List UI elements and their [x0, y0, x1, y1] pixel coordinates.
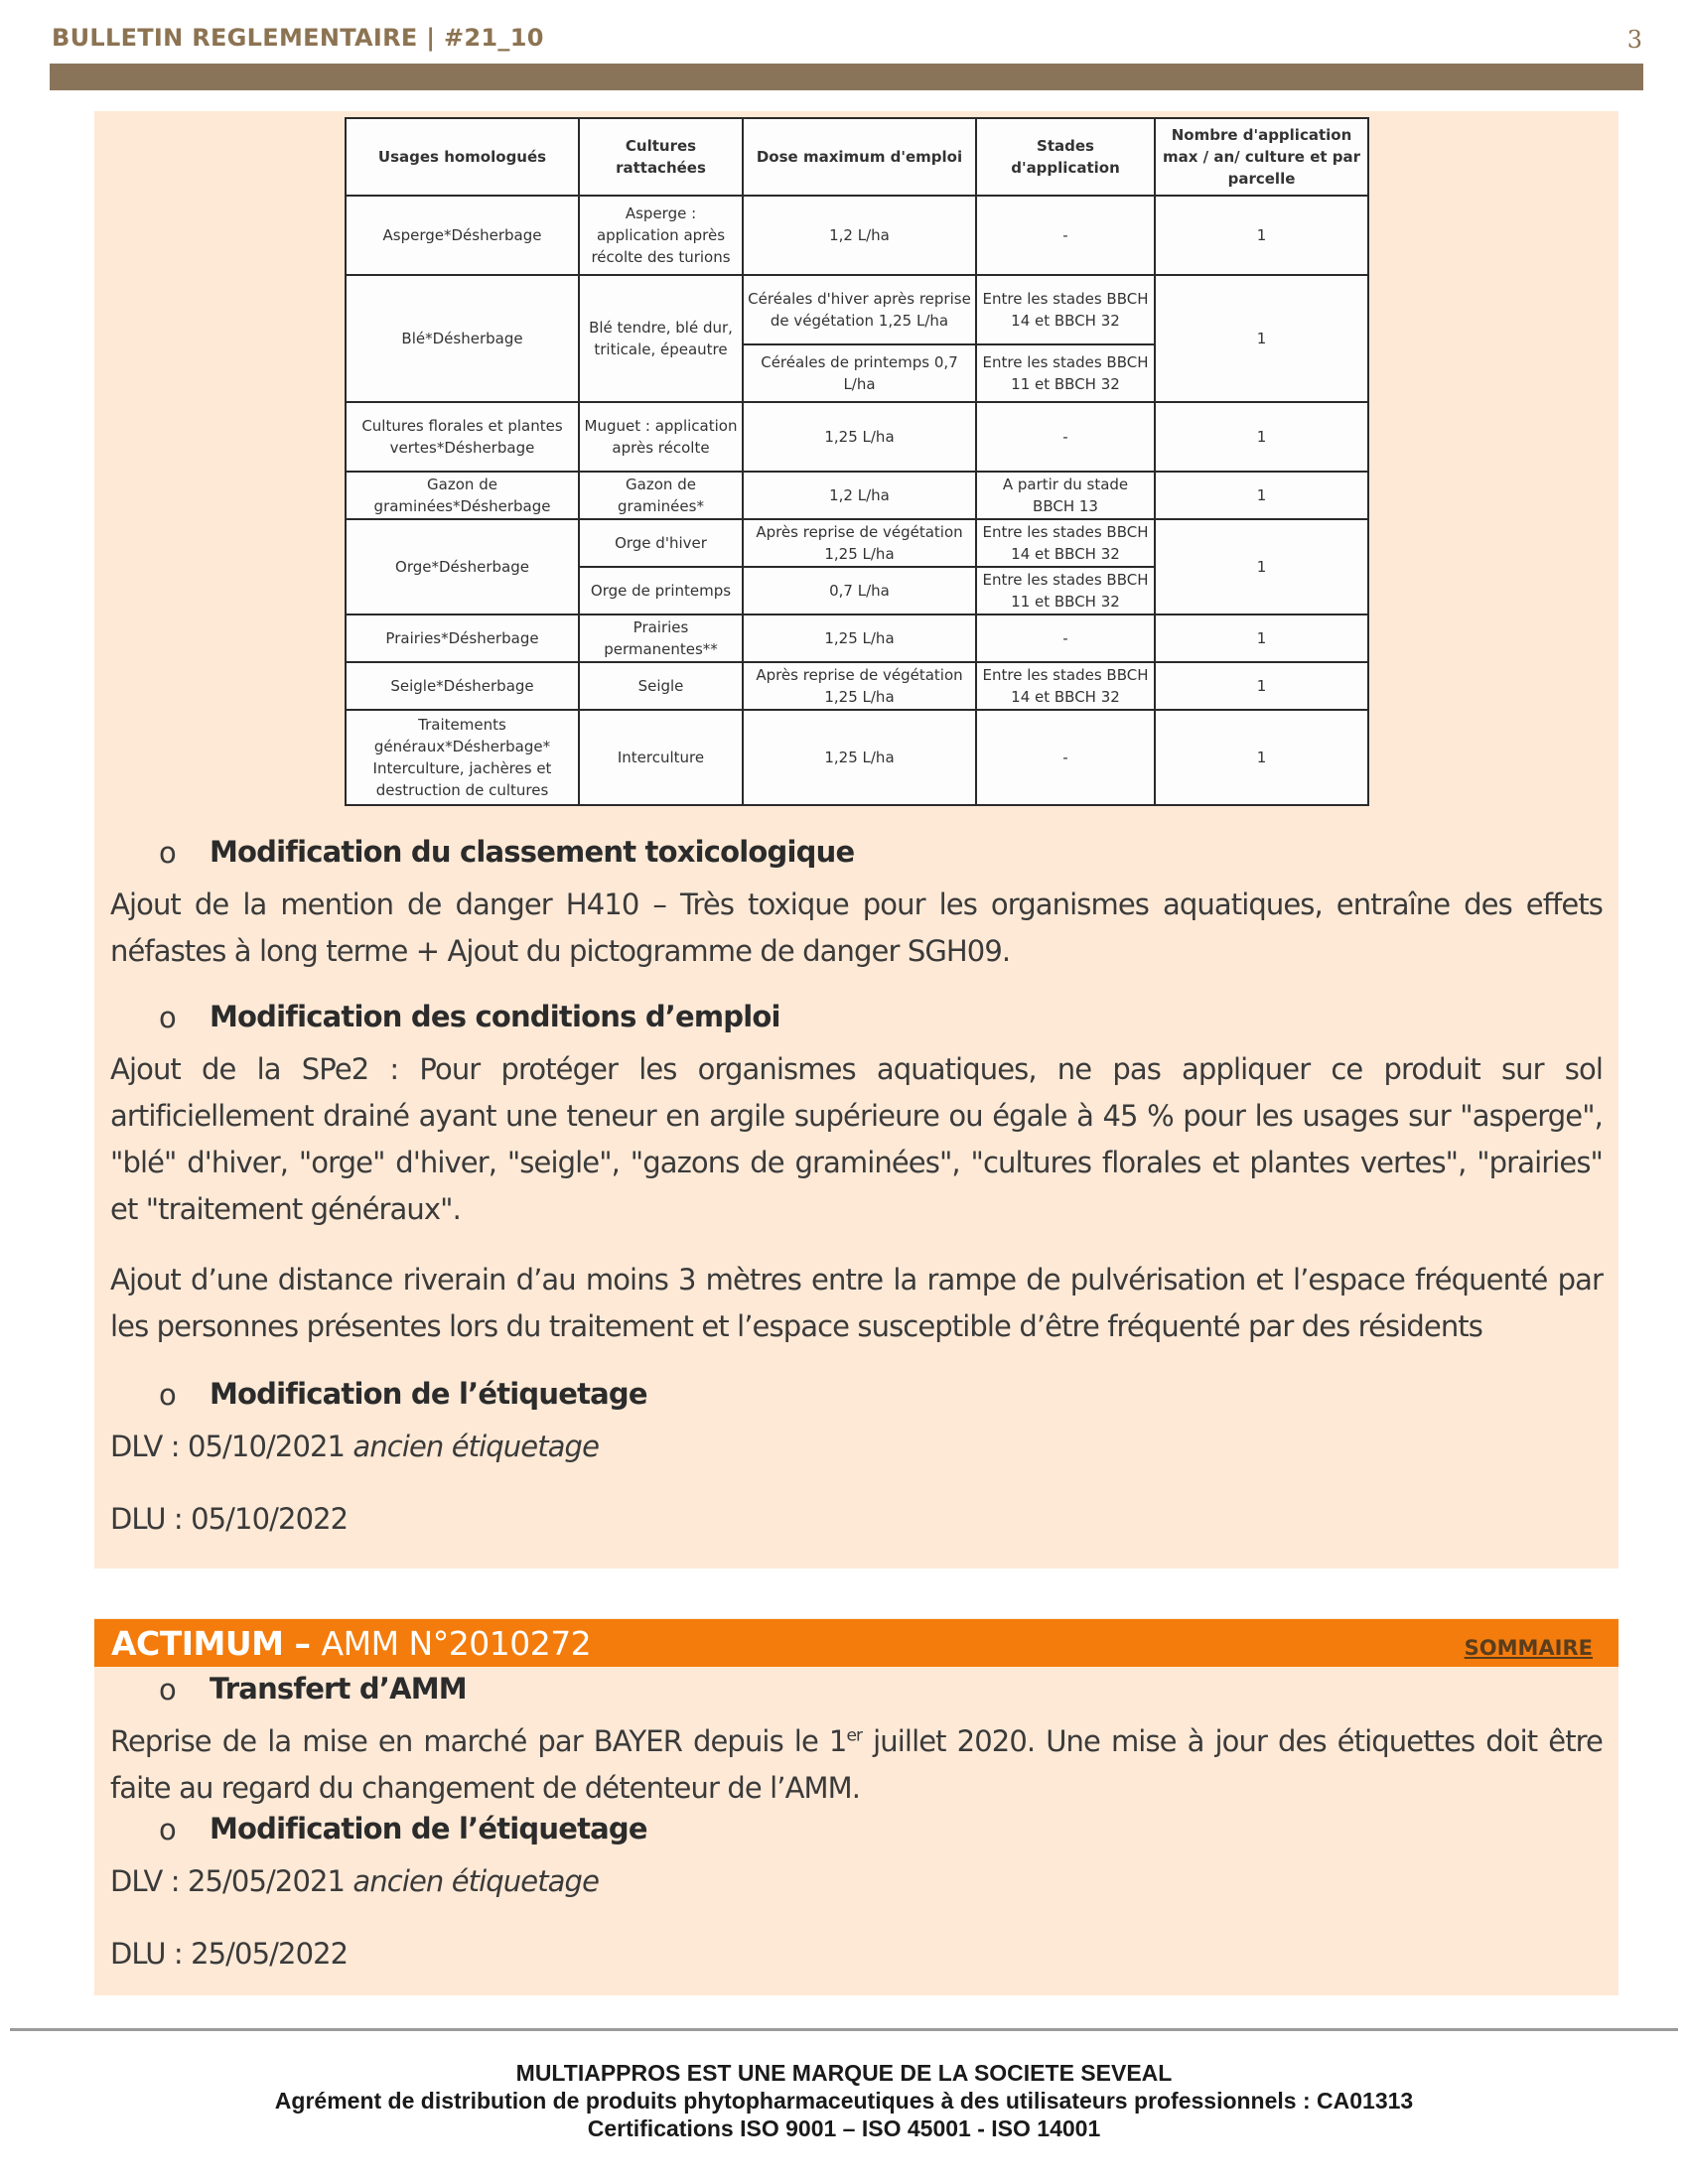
- table-cell: Céréales de printemps 0,7 L/ha: [743, 344, 976, 402]
- table-cell: -: [976, 196, 1155, 275]
- usage-table-image: [345, 117, 1367, 804]
- product-name: ACTIMUM –: [111, 1624, 311, 1663]
- table-cell: Orge*Désherbage: [346, 519, 579, 614]
- table-cell: Prairies permanentes**: [579, 614, 743, 662]
- table-row: [346, 614, 1368, 662]
- footer-certifications: Certifications ISO 9001 – ISO 45001 - ISO 14001: [587, 2116, 1101, 2141]
- table-row: [346, 402, 1368, 472]
- table-cell: Blé tendre, blé dur, triticale, épeautre: [579, 275, 743, 402]
- dlv-line: [110, 1424, 1603, 1470]
- table-cell: Asperge*Désherbage: [346, 196, 579, 275]
- table-cell: -: [976, 614, 1155, 662]
- table-cell: Céréales d'hiver après reprise de végétation 1,25 L/ha: [743, 275, 976, 344]
- table-cell: Traitements généraux*Désherbage* Interculture, jachères et destruction de cultures: [346, 710, 579, 805]
- dlv-value: DLV : 25/05/2021: [110, 1864, 346, 1898]
- table-header-cell: Stades d'application: [976, 118, 1155, 196]
- table-cell: 0,7 L/ha: [743, 567, 976, 614]
- table-cell: 1: [1155, 275, 1368, 402]
- table-header-cell: Nombre d'application max / an/ culture et par parcelle: [1155, 118, 1368, 196]
- transfer-paragraph: [110, 1718, 1603, 1812]
- amm-number: AMM N°2010272: [321, 1624, 592, 1663]
- tox-heading: Modification du classement toxicologique: [210, 835, 855, 869]
- table-cell: 1,25 L/ha: [743, 402, 976, 472]
- table-cell: 1: [1155, 402, 1368, 472]
- table-cell: Après reprise de végétation 1,25 L/ha: [743, 519, 976, 567]
- conditions-paragraph: Ajout de la SPe2 : Pour protéger les organismes aquatiques, ne pas appliquer ce produit sur sol artificiellement drainé ayant une teneur en argile supérieure ou égale à 45 % pour les usages sur "asperge", "blé" d'hiver, "orge" d'hiver, "seigle", "gazons de graminées", "cultures florales et plantes vertes", "prairies" et "traitement généraux".: [110, 1052, 1603, 1226]
- table-cell: 1,2 L/ha: [743, 196, 976, 275]
- bullet-marker: o: [159, 836, 177, 870]
- table-cell: Asperge : application après récolte des turions: [579, 196, 743, 275]
- tox-paragraph: Ajout de la mention de danger H410 – Très toxique pour les organismes aquatiques, entraîne des effets néfastes à long terme + Ajout du pictogramme de danger SGH09.: [110, 887, 1603, 968]
- table-cell: Entre les stades BBCH 14 et BBCH 32: [976, 519, 1155, 567]
- table-cell: 1: [1155, 710, 1368, 805]
- table-cell: Entre les stades BBCH 11 et BBCH 32: [976, 344, 1155, 402]
- table-cell: 1: [1155, 614, 1368, 662]
- table-cell: Gazon de graminées*: [579, 472, 743, 519]
- table-header-cell: Usages homologués: [346, 118, 579, 196]
- table-cell: Seigle*Désherbage: [346, 662, 579, 710]
- table-cell: Blé*Désherbage: [346, 275, 579, 402]
- table-cell: -: [976, 710, 1155, 805]
- transfer-text: Reprise de la mise en marché par BAYER depuis le 1: [110, 1724, 847, 1758]
- table-cell: 1: [1155, 519, 1368, 614]
- dlv-line-2: [110, 1858, 1603, 1905]
- transfer-heading: Transfert d’AMM: [210, 1672, 467, 1706]
- table-cell: Entre les stades BBCH 14 et BBCH 32: [976, 275, 1155, 344]
- riverain-paragraph: Ajout d’une distance riverain d’au moins 3 mètres entre la rampe de pulvérisation et l’espace fréquenté par les personnes présentes lors du traitement et l’espace susceptible d’être fréquenté par des résidents: [110, 1263, 1603, 1343]
- table-cell: 1: [1155, 662, 1368, 710]
- table-header-row: [346, 118, 1368, 196]
- table-cell: Orge d'hiver: [579, 519, 743, 567]
- table-cell: 1: [1155, 472, 1368, 519]
- table-cell: Entre les stades BBCH 11 et BBCH 32: [976, 567, 1155, 614]
- dlv-note: ancien étiquetage: [352, 1430, 600, 1463]
- table-cell: Cultures florales et plantes vertes*Désherbage: [346, 402, 579, 472]
- bullet-marker: o: [159, 1001, 177, 1034]
- table-cell: Prairies*Désherbage: [346, 614, 579, 662]
- transfer-text: juillet 2020. Une mise à jour des étiquettes doit être faite au regard du changement de détenteur de l’AMM.: [110, 1724, 1603, 1805]
- table-cell: 1,2 L/ha: [743, 472, 976, 519]
- table-cell: 1: [1155, 196, 1368, 275]
- table-row: [346, 710, 1368, 805]
- table-row: [346, 196, 1368, 275]
- table-cell: Entre les stades BBCH 14 et BBCH 32: [976, 662, 1155, 710]
- table-header-cell: Dose maximum d'emploi: [743, 118, 976, 196]
- table-row: [346, 275, 1368, 344]
- dlu-line-2: DLU : 25/05/2022: [110, 1937, 349, 1971]
- table-cell: Gazon de graminées*Désherbage: [346, 472, 579, 519]
- bullet-marker: o: [159, 1378, 177, 1412]
- footer-agreement: Agrément de distribution de produits phytopharmaceutiques à des utilisateurs professionnels : CA01313: [274, 2088, 1414, 2114]
- usage-table: [345, 117, 1369, 806]
- bullet-marker: o: [159, 1813, 177, 1846]
- page-number: 3: [1626, 26, 1642, 54]
- table-cell: -: [976, 402, 1155, 472]
- sommaire-link[interactable]: SOMMAIRE: [1464, 1636, 1593, 1660]
- conditions-heading: Modification des conditions d’emploi: [210, 1000, 780, 1033]
- footer-divider: [10, 2028, 1678, 2031]
- labelling-heading-2: Modification de l’étiquetage: [210, 1812, 647, 1845]
- table-header-cell: Cultures rattachées: [579, 118, 743, 196]
- table-row: [346, 519, 1368, 567]
- ordinal-suffix: er: [846, 1725, 863, 1746]
- product-title: [111, 1624, 591, 1663]
- footer-brand: MULTIAPPROS EST UNE MARQUE DE LA SOCIETE SEVEAL: [515, 2060, 1173, 2086]
- dlv-value: DLV : 05/10/2021: [110, 1430, 346, 1463]
- bullet-marker: o: [159, 1673, 177, 1706]
- table-cell: Muguet : application après récolte: [579, 402, 743, 472]
- table-cell: 1,25 L/ha: [743, 710, 976, 805]
- table-cell: Interculture: [579, 710, 743, 805]
- table-cell: A partir du stade BBCH 13: [976, 472, 1155, 519]
- bulletin-title: BULLETIN REGLEMENTAIRE | #21_10: [52, 24, 544, 52]
- table-cell: Après reprise de végétation 1,25 L/ha: [743, 662, 976, 710]
- labelling-heading: Modification de l’étiquetage: [210, 1377, 647, 1411]
- table-cell: Seigle: [579, 662, 743, 710]
- header-bar: [50, 64, 1643, 90]
- table-row: [346, 472, 1368, 519]
- table-row: [346, 662, 1368, 710]
- dlv-note: ancien étiquetage: [352, 1864, 600, 1898]
- dlu-line: DLU : 05/10/2022: [110, 1502, 349, 1536]
- table-cell: Orge de printemps: [579, 567, 743, 614]
- table-cell: 1,25 L/ha: [743, 614, 976, 662]
